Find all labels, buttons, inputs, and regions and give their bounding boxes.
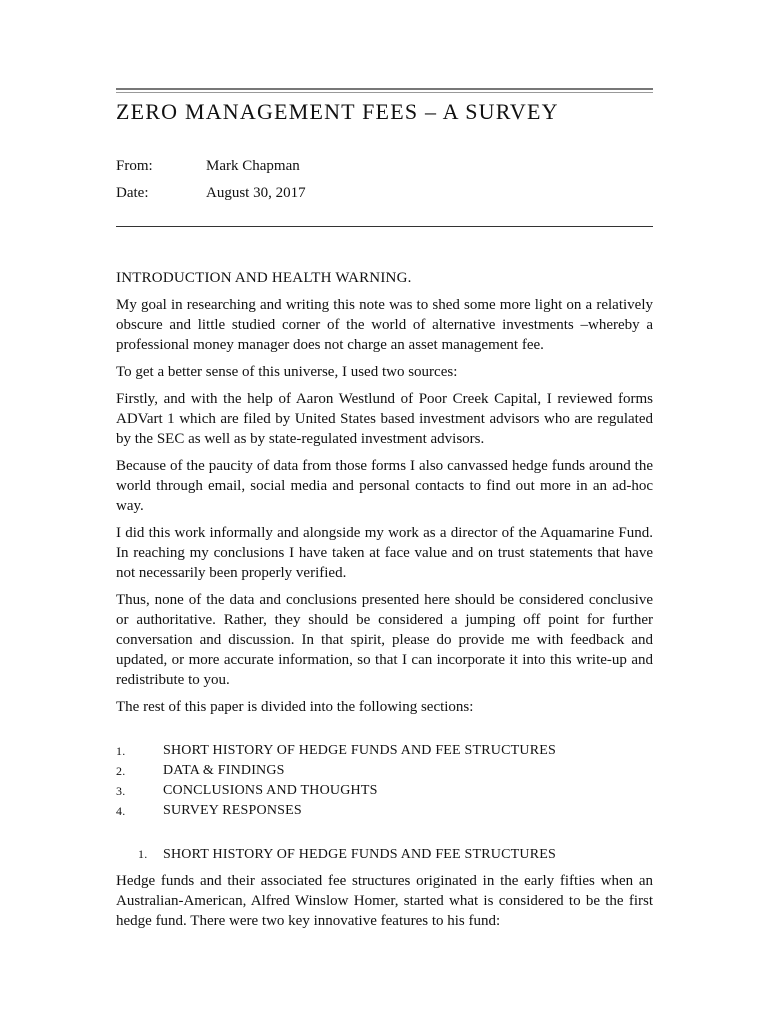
section-list-item — [116, 761, 653, 781]
intro-paragraph: My goal in researching and writing this note was to shed some more light on a relatively obscure and little studied corner of the world of alternative investments –whereby a professional money manager does not charge an asset management fee. — [116, 297, 653, 353]
section-list-item — [116, 801, 653, 821]
section1-title: SHORT HISTORY OF HEDGE FUNDS AND FEE STRUCTURES — [163, 847, 556, 862]
date-label: Date: — [116, 185, 149, 201]
document-title: ZERO MANAGEMENT FEES – A SURVEY — [116, 99, 559, 124]
section1-paragraph: Hedge funds and their associated fee structures originated in the early fifties when an Australian-American, Alfred Winslow Homer, started what is considered to be the first hedge fund. There were two key innovative features to his fund: — [116, 873, 653, 929]
section1-heading — [138, 847, 653, 863]
section1-number: 1. — [138, 847, 148, 861]
intro-paragraph: To get a better sense of this universe, I used two sources: — [116, 364, 458, 380]
section-title: SURVEY RESPONSES — [163, 803, 302, 818]
intro-paragraph: Thus, none of the data and conclusions presented here should be considered conclusive or authoritative. Rather, they should be considered a jumping off point for further conversation and discussion. In that spirit, please do provide me with feedback and updated, or more accurate information, so that I can incorporate it into this write-up and redistribute to you. — [116, 592, 653, 688]
from-label: From: — [116, 158, 153, 174]
from-value: Mark Chapman — [206, 158, 300, 174]
intro-heading: INTRODUCTION AND HEALTH WARNING. — [116, 270, 412, 286]
document-body — [116, 270, 653, 938]
intro-paragraph: Because of the paucity of data from those forms I also canvassed hedge funds around the world through email, social media and personal contacts to find out more in an ad-hoc way. — [116, 458, 653, 514]
header-rule-thick — [116, 88, 653, 90]
section-title: CONCLUSIONS AND THOUGHTS — [163, 783, 378, 798]
section-list-item — [116, 741, 653, 761]
section-number: 4. — [116, 804, 126, 818]
section-number: 2. — [116, 764, 126, 778]
intro-paragraph: The rest of this paper is divided into the following sections: — [116, 699, 474, 715]
header-rule-thin — [116, 92, 653, 93]
section-list — [116, 741, 653, 821]
date-value: August 30, 2017 — [206, 185, 306, 201]
section-number: 3. — [116, 784, 126, 798]
intro-paragraph: I did this work informally and alongside my work as a director of the Aquamarine Fund. In reaching my conclusions I have taken at face value and on trust statements that have not necessarily been properly verified. — [116, 525, 653, 581]
section-title: SHORT HISTORY OF HEDGE FUNDS AND FEE STRUCTURES — [163, 743, 556, 758]
date-row — [116, 185, 306, 202]
intro-paragraph: Firstly, and with the help of Aaron Westlund of Poor Creek Capital, I reviewed forms ADVart 1 which are filed by United States based investment advisors who are regulated by the SEC as well as by state-regulated investment advisors. — [116, 391, 653, 447]
section-number: 1. — [116, 744, 126, 758]
header-bottom-rule — [116, 226, 653, 227]
from-row — [116, 158, 300, 175]
section-title: DATA & FINDINGS — [163, 763, 285, 778]
section-list-item — [116, 781, 653, 801]
